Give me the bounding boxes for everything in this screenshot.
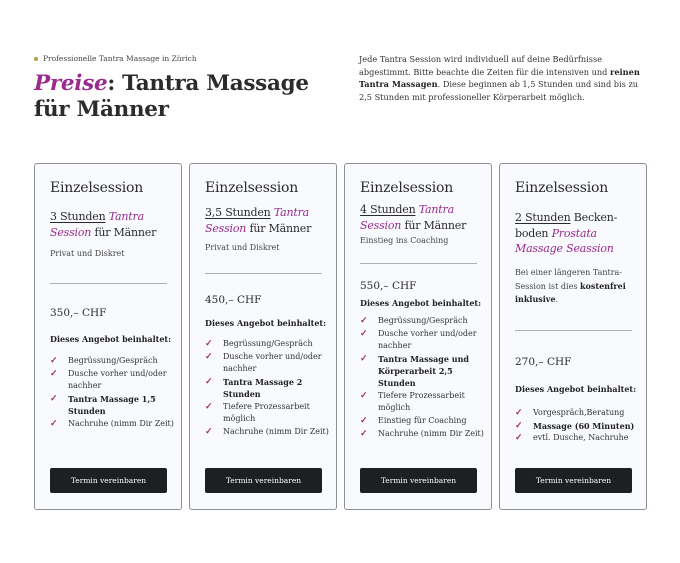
check-icon: ✓ xyxy=(360,353,368,364)
feature-list xyxy=(515,407,640,445)
card-subtitle xyxy=(205,205,323,236)
list-item: ✓ Tiefere Prozessarbeit möglich xyxy=(360,391,465,413)
card-note: Privat und Diskret xyxy=(50,249,125,258)
pricing-card-3 xyxy=(344,163,492,510)
list-item: ✓ Tantra Massage 2 Stunden xyxy=(205,376,303,399)
eyebrow-text: Professionelle Tantra Massage in Zürich xyxy=(43,54,197,63)
list-item: ✓ Dusche vorher und/oder nachher xyxy=(360,328,477,350)
list-item: ✓ Tantra Massage und Körperarbeit 2,5 Stunden xyxy=(360,353,469,389)
card-title: Einzelsession xyxy=(50,180,144,196)
list-item: ✓ Dusche vorher und/oder nachher xyxy=(205,351,322,373)
check-icon: ✓ xyxy=(360,316,368,326)
card-duration: 3 Stunden xyxy=(50,210,106,223)
check-icon: ✓ xyxy=(50,356,58,366)
card-subtitle xyxy=(50,209,168,240)
check-icon: ✓ xyxy=(50,393,58,404)
card-duration: 4 Stunden xyxy=(360,203,416,216)
book-appointment-button[interactable]: Termin vereinbaren xyxy=(515,468,632,493)
includes-label: Dieses Angebot beinhaltet: xyxy=(360,298,482,308)
includes-label: Dieses Angebot beinhaltet: xyxy=(515,384,637,394)
card-title: Einzelsession xyxy=(205,180,299,196)
check-icon: ✓ xyxy=(205,376,213,387)
book-appointment-button[interactable]: Termin vereinbaren xyxy=(50,468,167,493)
divider xyxy=(205,273,322,274)
card-note: Einstieg ins Coaching xyxy=(360,236,449,245)
list-item: ✓ Dusche vorher und/oder nachher xyxy=(50,368,167,390)
list-item: ✓ Nachruhe (nimm Dir Zeit) xyxy=(205,426,329,437)
check-icon: ✓ xyxy=(360,328,368,339)
check-icon: ✓ xyxy=(50,368,58,379)
page-title xyxy=(34,71,334,123)
pricing-card-1 xyxy=(34,163,182,510)
eyebrow xyxy=(34,54,197,63)
includes-label: Dieses Angebot beinhaltet: xyxy=(205,318,327,328)
card-note: Privat und Diskret xyxy=(205,243,280,252)
card-duration: 2 Stunden xyxy=(515,211,571,224)
feature-list xyxy=(50,355,175,430)
check-icon: ✓ xyxy=(515,420,523,431)
list-item: ✓ Begrüssung/Gespräch xyxy=(205,339,313,349)
bullet-dot-icon xyxy=(34,57,38,61)
list-item: ✓ Nachruhe (nimm Dir Zeit) xyxy=(360,428,484,439)
list-item: ✓ Einstieg für Coaching xyxy=(360,416,467,426)
check-icon: ✓ xyxy=(50,418,58,429)
intro-text xyxy=(359,53,649,103)
check-icon: ✓ xyxy=(205,401,213,412)
card-title: Einzelsession xyxy=(360,180,454,196)
check-icon: ✓ xyxy=(205,426,213,437)
divider xyxy=(50,283,167,284)
check-icon: ✓ xyxy=(360,428,368,439)
book-appointment-button[interactable]: Termin vereinbaren xyxy=(360,468,477,493)
check-icon: ✓ xyxy=(360,416,368,426)
book-appointment-button[interactable]: Termin vereinbaren xyxy=(205,468,322,493)
card-duration-rest: Becken-boden xyxy=(515,211,618,240)
card-duration: 3,5 Stunden xyxy=(205,206,271,219)
includes-label: Dieses Angebot beinhaltet: xyxy=(50,334,172,344)
card-title: Einzelsession xyxy=(515,180,609,196)
card-subtitle xyxy=(515,210,633,257)
pricing-card-2 xyxy=(189,163,337,510)
check-icon: ✓ xyxy=(360,391,368,401)
feature-list xyxy=(360,315,485,440)
card-price: 450,– CHF xyxy=(205,294,262,306)
card-note: Bei einer längeren Tantra-Session ist dies kostenfrei inklusive. xyxy=(515,268,626,304)
check-icon: ✓ xyxy=(205,339,213,349)
check-icon: ✓ xyxy=(205,351,213,362)
feature-list xyxy=(205,338,330,438)
check-icon: ✓ xyxy=(515,433,523,444)
check-icon: ✓ xyxy=(515,408,523,418)
card-suffix: für Männer xyxy=(91,225,157,239)
card-suffix: für Männer xyxy=(246,221,312,235)
list-item: ✓ Begrüssung/Gespräch xyxy=(50,356,158,366)
intro-bold: reinen Tantra Massagen xyxy=(359,66,640,90)
list-item: ✓ Nachruhe (nimm Dir Zeit) xyxy=(50,418,174,429)
card-suffix: für Männer xyxy=(401,218,467,232)
list-item: ✓ evtl. Dusche, Nachruhe xyxy=(515,433,629,444)
list-item: ✓ Tantra Massage 1,5 Stunden xyxy=(50,393,156,416)
card-session-word: Prostata Massage Seassion xyxy=(515,226,614,255)
pricing-card-4 xyxy=(499,163,647,510)
card-session-word: Tantra Session xyxy=(50,210,144,239)
page-title-accent: Preise xyxy=(34,71,108,96)
intro-part1: Jede Tantra Session wird individuell auf deine Bedürfnisse abgestimmt. Bitte beachte die Zeiten für die intensiven und xyxy=(359,54,611,77)
list-item: ✓ Tiefere Prozessarbeit möglich xyxy=(205,401,310,423)
list-item: ✓ Begrüssung/Gespräch xyxy=(360,316,468,326)
card-session-word: Tantra Session xyxy=(360,203,454,232)
divider xyxy=(360,263,477,264)
intro-part2: . Diese beginnen ab 1,5 Stunden und sind bis zu 2,5 Stunden mit professioneller Körperarbeit möglich. xyxy=(359,79,639,102)
card-subtitle xyxy=(360,202,478,233)
divider xyxy=(515,330,632,331)
list-item: ✓ Massage (60 Minuten) xyxy=(515,420,635,431)
list-item: ✓ Vorgespräch,Beratung xyxy=(515,408,625,418)
page-title-rest: : Tantra Massage für Männer xyxy=(34,71,309,122)
card-price: 350,– CHF xyxy=(50,307,107,319)
card-session-word: Tantra Session xyxy=(205,206,310,235)
card-price: 550,– CHF xyxy=(360,280,417,292)
card-price: 270,– CHF xyxy=(515,356,572,368)
